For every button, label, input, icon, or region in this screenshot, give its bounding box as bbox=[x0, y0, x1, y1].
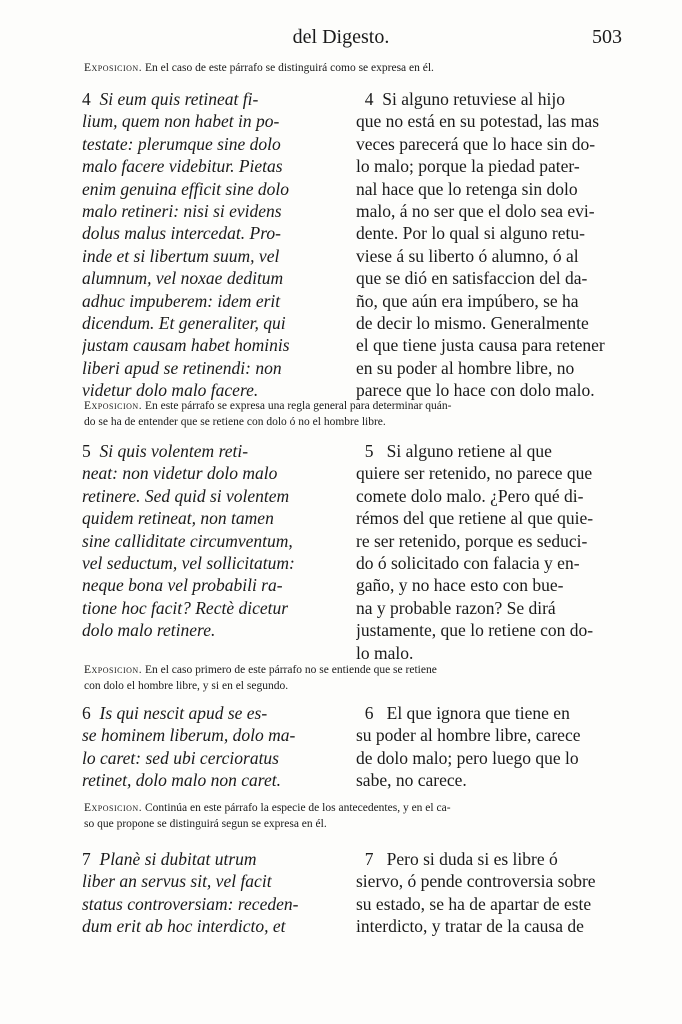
spanish-paragraph-6: 6 El que ignora que tiene en su poder al hombre libre, carece de dolo malo; pero luego que lo sabe, no carece. bbox=[356, 703, 581, 791]
spanish-paragraph-7: 7 Pero si duda si es libre ó siervo, ó pende controversia sobre su estado, se ha de apartar de este interdicto, y tratar de la causa de bbox=[356, 849, 596, 937]
spanish-paragraph-4: 4 Si alguno retuviese al hijo que no está en su potestad, las mas veces parecerá que lo hace sin do- lo malo; porque la piedad pater- nal hace que lo retenga sin dolo malo, á no ser que el dolo sea evi- dente. Por lo qual si alguno retu- viese á su liberto ó alumno, ó al que se dió en satisfaccion del da- ño, que aún era impúbero, se ha de decir lo mismo. Generalmente el que tiene justa causa para retener en su poder al hombre libre, no parece que lo hace con dolo malo. bbox=[356, 89, 605, 401]
latin-paragraph-5: 5 Si quis volentem reti- neat: non videtur dolo malo retinere. Sed quid si volentem quidem retineat, non tamen sine calliditate circumventum, vel seductum, vel sollicitatum: neque bona vel probabili ra- tione hoc facit? Rectè dicetur dolo malo retinere. bbox=[82, 441, 295, 641]
latin-paragraph-4: 4 Si eum quis retineat fi- lium, quem non habet in po- testate: plerumque sine dolo malo facere videbitur. Pietas enim genuina efficit sine dolo malo retineri: nisi si evidens dolus malus intercedat. Pro- inde et si libertum suum, vel alumnum, vel noxae deditum adhuc impuberem: idem erit dicendum. Et generaliter, qui justam causam habet hominis liberi apud se retinendi: non videtur dolo malo facere. bbox=[82, 89, 290, 401]
paragraph-number: 6 bbox=[82, 703, 91, 723]
paragraph-number: 4 bbox=[364, 89, 374, 109]
paragraph-number: 7 bbox=[364, 849, 374, 869]
running-title: del Digesto. bbox=[292, 26, 390, 48]
page-header bbox=[0, 26, 682, 52]
exposicion-note: Exposicion. Continúa en este párrafo la especie de los antecedentes, y en el ca- so que propone se distinguirá segun se expresa en él. bbox=[84, 802, 451, 830]
exposicion-note: Exposicion. En el caso de este párrafo se distinguirá como se expresa en él. bbox=[84, 62, 434, 74]
spanish-paragraph-5: 5 Si alguno retiene al que quiere ser retenido, no parece que comete dolo malo. ¿Pero qué di- rémos del que retiene al que quie- re ser retenido, porque es seduci- do ó solicitado con falacia y en- gaño, y no hace esto con bue- na y probable razon? Se dirá justamente, que lo retiene con do- lo malo. bbox=[356, 441, 594, 663]
paragraph-number: 7 bbox=[82, 849, 91, 869]
paragraph-number: 6 bbox=[364, 703, 374, 723]
exposicion-note: Exposicion. En este párrafo se expresa una regla general para determinar quán- do se ha de entender que se retiene con dolo ó no el hombre libre. bbox=[84, 400, 452, 428]
page-number: 503 bbox=[592, 26, 622, 48]
exposicion-note: Exposicion. En el caso primero de este párrafo no se entiende que se retiene con dolo el hombre libre, y si en el segundo. bbox=[84, 664, 437, 692]
paragraph-number: 5 bbox=[364, 441, 374, 461]
latin-paragraph-6: 6 Is qui nescit apud se es- se hominem liberum, dolo ma- lo caret: sed ubi cercioratus retinet, dolo malo non caret. bbox=[82, 703, 296, 791]
latin-paragraph-7: 7 Planè si dubitat utrum liber an servus sit, vel facit status controversiam: receden- dum erit ab hoc interdicto, et bbox=[82, 849, 299, 937]
paragraph-number: 4 bbox=[82, 89, 91, 109]
paragraph-number: 5 bbox=[82, 441, 91, 461]
